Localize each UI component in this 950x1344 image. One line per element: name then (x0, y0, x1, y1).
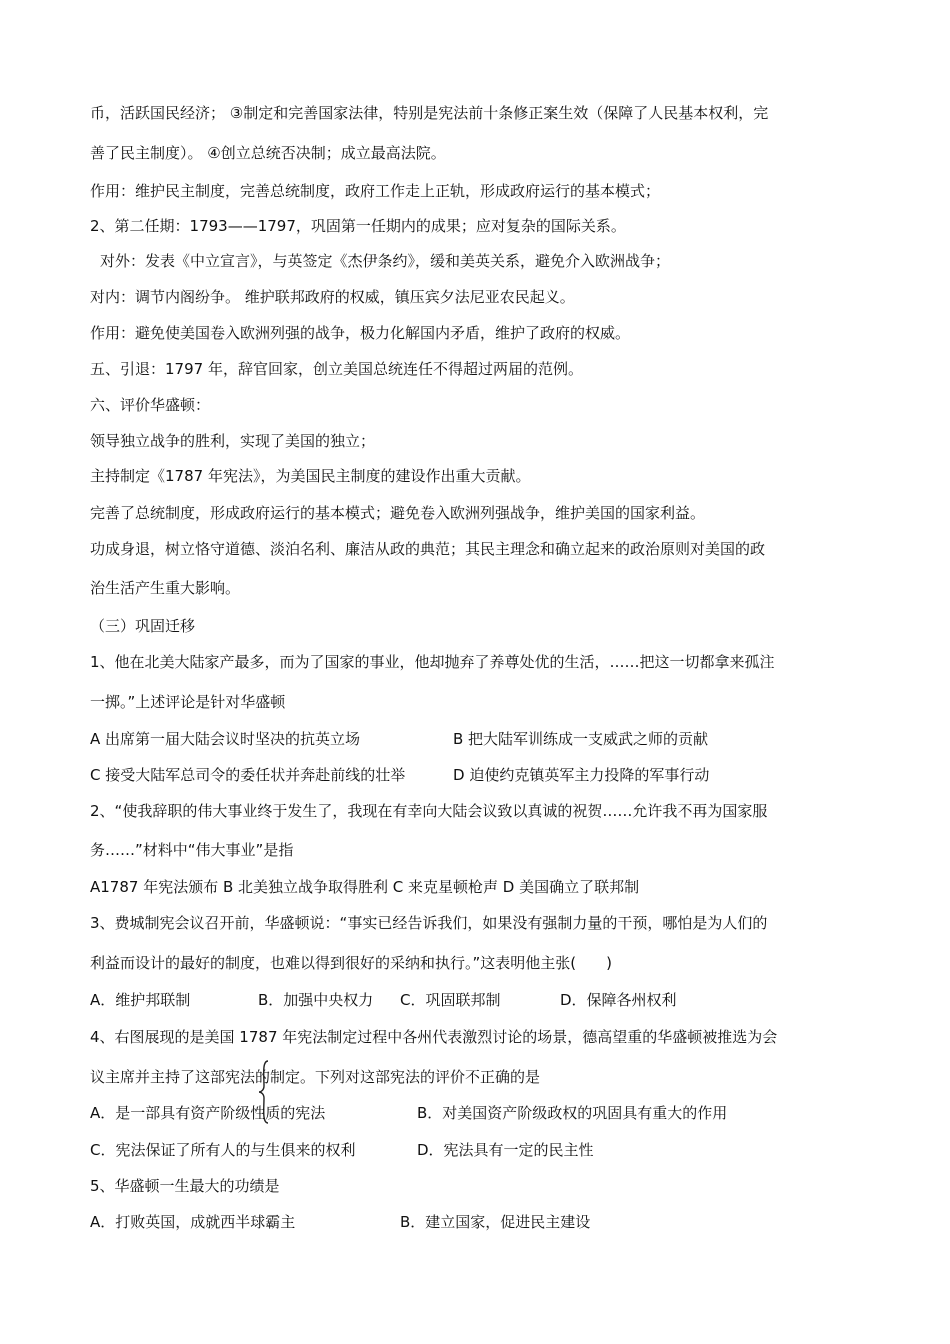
option-a: A 出席第一届大陆会议时坚决的抗英立场 (90, 730, 361, 748)
text-line: 作用：避免使美国卷入欧洲列强的战争，极力化解国内矛盾，维护了政府的权威。 (90, 324, 631, 342)
text-line: 完善了总统制度，形成政府运行的基本模式；避免卷入欧洲列强战争，维护美国的国家利益。 (90, 504, 706, 522)
text-line: 功成身退，树立恪守道德、淡泊名利、廉洁从政的典范；其民主理念和确立起来的政治原则对美国的政 (90, 540, 766, 558)
question-text: 1、他在北美大陆家产最多，而为了国家的事业，他却抛弃了养尊处优的生活，……把这一切都拿来孤注 (90, 653, 775, 671)
option-a: A．是一部具有资产阶级性质的宪法 (90, 1104, 326, 1122)
text-line: 作用：维护民主制度，完善总统制度，政府工作走上正轨，形成政府运行的基本模式； (90, 182, 661, 200)
text-line: 领导独立战争的胜利，实现了美国的独立； (90, 432, 376, 450)
option-c: C 接受大陆军总司令的委任状并奔赴前线的壮举 (90, 766, 406, 784)
question-text: 2、“使我辞职的伟大事业终于发生了，我现在有幸向大陆会议致以真诚的祝贺……允许我不再为国家服 (90, 802, 768, 820)
options-line: A1787 年宪法颁布 B 北美独立战争取得胜利 C 来克星顿枪声 D 美国确立了联邦制 (90, 878, 640, 896)
text-line: 对外：发表《中立宣言》，与英签定《杰伊条约》，缓和美英关系，避免介入欧洲战争； (100, 252, 671, 270)
section-heading: （三）巩固迁移 (90, 617, 196, 635)
question-text: 5、华盛顿一生最大的功绩是 (90, 1177, 280, 1195)
question-text: 一掷。”上述评论是针对华盛顿 (90, 693, 286, 711)
question-text: 务……”材料中“伟大事业”是指 (90, 841, 294, 859)
text-line: 治生活产生重大影响。 (90, 579, 241, 597)
text-line: 主持制定《1787 年宪法》，为美国民主制度的建设作出重大贡献。 (90, 467, 531, 485)
question-text: 3、费城制宪会议召开前，华盛顿说：“事实已经告诉我们，如果没有强制力量的干预，哪怕是为人们的 (90, 914, 768, 932)
option-b: B．建立国家，促进民主建设 (400, 1213, 591, 1231)
option-c: C．宪法保证了所有人的与生俱来的权利 (90, 1141, 356, 1159)
option-b: B．对美国资产阶级政权的巩固具有重大的作用 (417, 1104, 728, 1122)
option-d: D．保障各州权利 (560, 991, 677, 1009)
option-c: C．巩固联邦制 (400, 991, 501, 1009)
text-line: 善了民主制度）。 ④创立总统否决制；成立最高法院。 (90, 144, 446, 162)
option-a: A．打败英国，成就西半球霸主 (90, 1213, 296, 1231)
text-line: 对内：调节内阁纷争。 维护联邦政府的权威，镇压宾夕法尼亚农民起义。 (90, 288, 575, 306)
option-d: D．宪法具有一定的民主性 (417, 1141, 594, 1159)
question-text: 利益而设计的最好的制度，也难以得到很好的采纳和执行。”这表明他主张( ) (90, 954, 612, 972)
question-text: 议主席并主持了这部宪法的制定。下列对这部宪法的评价不正确的是 (90, 1068, 541, 1086)
option-b: B．加强中央权力 (258, 991, 374, 1009)
question-text: 4、右图展现的是美国 1787 年宪法制定过程中各州代表激烈讨论的场景，德高望重的华盛顿被推选为会 (90, 1028, 778, 1046)
section-heading: 六、评价华盛顿： (90, 396, 211, 414)
text-line: 2、第二任期：1793——1797，巩固第一任期内的成果；应对复杂的国际关系。 (90, 217, 626, 235)
text-line: 币，活跃国民经济； ③制定和完善国家法律，特别是宪法前十条修正案生效（保障了人民基本权利，完 (90, 104, 769, 122)
option-a: A．维护邦联制 (90, 991, 191, 1009)
text-line: 五、引退：1797 年，辞官回家，创立美国总统连任不得超过两届的范例。 (90, 360, 583, 378)
option-d: D 迫使约克镇英军主力投降的军事行动 (453, 766, 710, 784)
option-b: B 把大陆军训练成一支威武之师的贡献 (453, 730, 709, 748)
